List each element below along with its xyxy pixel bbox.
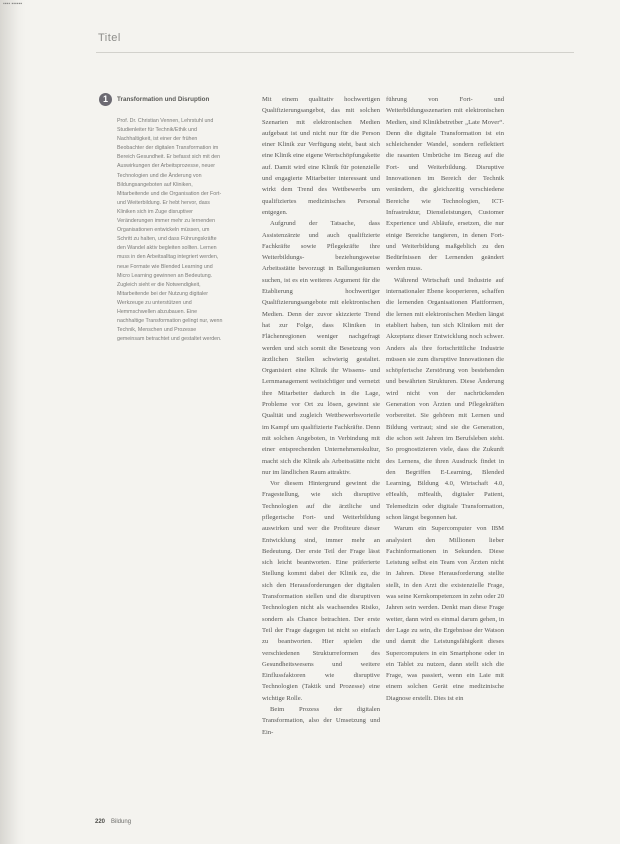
text-column-1 bbox=[262, 94, 380, 826]
paragraph: Mit einem qualitativ hochwertigen Qualifizierungsangebot, das mit solchen Szenarien mit elektronischen Medien aufgebaut ist und nicht nur für die Person einer Klinik zur Verfügung steht, baut sich eine Klinik eine eigene Wertschöpfungskette auf. Damit wird eine Klinik für potenzielle und engagierte Mitarbeiter interessant und wirkt dem Trend des Wettbewerbs um qualifiziertes medizinisches Personal entgegen. bbox=[262, 96, 380, 216]
section-title: Titel bbox=[98, 32, 121, 44]
paragraph: führung von Fort- und Weiterbildungsszenarien mit elektronischen Medien, sind Klinikbetreiber „Late Mover“. Denn die digitale Transformation ist ein schleichender Wandel, sondern reflektiert die rasanten Umbrüche im Bezug auf die Fort- und Weiterbildung. Disruptive Innovationen im Bereich der Technik verändern, die gleichzeitig verschiedene Bereiche wie Technologien, ICT-Infrastruktur, Dienstleistungen, Customer Experience und Abläufe, ersetzen, die nur einige Bereiche tangieren, in denen Fort- und Weiterbildung maßgeblich zu den Bedürfnissen der Lernenden geändert werden muss. bbox=[386, 96, 504, 273]
page-fold-shadow bbox=[0, 0, 26, 844]
paragraph: Während Wirtschaft und Industrie auf internationaler Ebene kooperieren, schaffen die lernenden Organisationen Plattformen, die lernen mit elektronischen Medien längst etabliert haben, tun sich Kliniken mit der Akzeptanz dieser Entwicklung noch schwer. Anders als ihre fortschrittliche Industrie müssen sie zum disruptive Innovationen die schöpferische Zerstörung von bestehenden und bewährten Strukturen. Diese Änderung wird nicht von der nachrückenden Generation von Ärzten und Pflegekräften vorbereitet. Sie gehören mit Lernen und Bildung vertraut; sind sie die Generation, die schon seit Jahren im Berufsleben steht. So prognostizieren viele, dass die Zukunft des Lernens, die ihren Ausdruck findet in den Begriffen E-Learning, Blended Learning, Bildung 4.0, Wirtschaft 4.0, eHealth, mHealth, digitaler Patient, Telemedizin oder digitale Transformation, schon längst begonnen hat. bbox=[386, 276, 504, 521]
scan-tag: ▪▪▪▪ ▪▪▪▪▪▪ bbox=[3, 1, 23, 7]
paragraph: Warum ein Supercomputer von IBM analysiert den Millionen lieber Fachinformationen in Sekunden. Diese Leistung selbst ein Team von Ärzten nicht in Jahren. Diese Herausforderung stellte stellt, in den Arzt die existenzielle Frage, was seine Kernkompetenzen in zehn oder 20 Jahren sein werden. Denkt man diese Frage weiter, dann wird es einmal darum gehen, in der Lage zu sein, die Ergebnisse der Watson und damit die Leistungsfähigkeit dieses Supercomputers in ein Smartphone oder in ein Tablet zu nutzen, dann stellt sich die Frage, was passiert, wenn ein Laie mit einem solchen Gerät eine medizinische Diagnose erstellt. Dies ist ein bbox=[386, 525, 504, 702]
paragraph: Beim Prozess der digitalen Transformation, also der Umsetzung und Ein- bbox=[262, 706, 380, 736]
text-column-2 bbox=[386, 94, 504, 826]
sidebar-text: Prof. Dr. Christian Vennen, Lehrstuhl und Studienleiter für Technik/Ethik und Nachhaltigkeit, ist einer der frühen Beobachter der digitalen Transformation im Bereich Gesundheit. Er befasst sich mit den Auswirkungen der Arbeitsprozesse, neuer Technologien und die Änderung von Bildungsangeboten auf Kliniken, Mitarbeitende und die Organisation der Fort- und Weiterbildung. Er hebt hervor, dass Kliniken sich im Zuge disruptiver Veränderungen immer mehr zu lernenden Organisationen entwickeln müssen, um Schritt zu halten, und dass Führungskräfte den Wandel aktiv begleiten sollten. Lernen muss in den Arbeitsalltag integriert werden, neue Formate wie Blended Learning und Micro Learning gewinnen an Bedeutung. Zugleich sieht er die Notwendigkeit, Mitarbeitende bei der Nutzung digitaler Werkzeuge zu unterstützen und Hemmschwellen abzubauen. Eine nachhaltige Transformation gelingt nur, wenn Technik, Menschen und Prozesse gemeinsam betrachtet und gestaltet werden. bbox=[117, 118, 223, 343]
header-rule bbox=[96, 52, 574, 53]
sidebar-badge: 1 bbox=[99, 93, 112, 106]
page-number: 220 bbox=[95, 819, 106, 825]
sidebar-heading: Transformation und Disruption bbox=[117, 96, 210, 103]
paragraph: Vor diesem Hintergrund gewinnt die Fragestellung, wie sich disruptive Technologien auf die ärztliche und pflegerische Fort- und Weiterbildung auswirken und wer die Profiteure dieser Entwicklung sind, immer mehr an Bedeutung. Der erste Teil der Frage lässt sich leicht beantworten. Eine präferierte Stellung kommt dabei der Klinik zu, die sich den Herausforderungen der digitalen Transformation stellen und die disruptiven Technologien nicht als wachsendes Risiko, sondern als Chance betrachten. Der erste Teil der Frage dagegen ist nicht so einfach zu beantworten. Hier spielen die verschiedenen Strukturreformen des Gesundheitswesens und weitere Einflussfaktoren wie disruptive Technologien (Taktik und Prozesse) eine wichtige Rolle. bbox=[262, 480, 380, 702]
page-footer bbox=[95, 819, 131, 825]
paragraph: Aufgrund der Tatsache, dass Assistenzärzte und auch qualifizierte Fachkräfte sowie Pflegekräfte ihre Weiterbildungs- beziehungsweise Arbeitsstätte bevorzugt in Ballungsräumen suchen, ist es ein weiteres Argument für die Etablierung hochwertiger Qualifizierungsangebote mit elektronischen Medien. Denn der zuvor skizzierte Trend hat zur Folge, dass Kliniken in Flächenregionen weniger nachgefragt werden und sich somit die Besetzung von ärztlichen Stellen schwierig gestaltet. Organisiert eine Klinik ihr Wissens- und Lernmanagement weitsichtiger und vernetzt ihre Mitarbeiter dadurch in die Lage, Probleme vor Ort zu lösen, gewinnt sie Qualität und zugleich Wettbewerbsvorteile im Kampf um qualifizierte Fachkräfte. Denn mit solchen Angeboten, in Verbindung mit einer entsprechenden Unternehmenskultur, macht sich die Klinik als Arbeitsstätte nicht nur im ländlichen Raum attraktiv. bbox=[262, 220, 380, 476]
footer-section: Bildung bbox=[111, 819, 132, 825]
